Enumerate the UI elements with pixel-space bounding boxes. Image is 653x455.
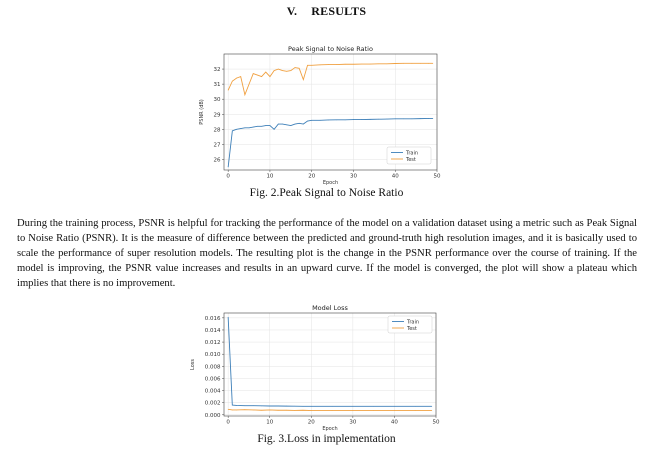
chart0-xtick-label-0: 0 xyxy=(226,173,230,180)
chart1-point-train-1 xyxy=(232,405,233,406)
chart0-point-train-6 xyxy=(253,127,254,128)
chart0-xtick-label-2: 20 xyxy=(308,173,316,180)
chart1-point-test-3 xyxy=(244,409,245,410)
chart0-point-test-3 xyxy=(240,76,241,77)
chart0-point-test-20 xyxy=(311,65,312,66)
chart0-ytick-label-3: 29 xyxy=(213,112,221,119)
chart1-point-test-16 xyxy=(415,410,416,411)
section-heading xyxy=(0,4,653,19)
chart0-point-train-5 xyxy=(249,127,250,128)
chart0-point-train-22 xyxy=(328,120,329,121)
chart0-ytick-label-5: 31 xyxy=(213,82,221,89)
chart0-point-train-13 xyxy=(282,124,283,125)
chart1-point-train-14 xyxy=(373,406,374,407)
chart1-ytick-label-1: 0.002 xyxy=(204,400,221,407)
chart1-ytick-label-6: 0.012 xyxy=(204,340,221,347)
chart1-ytick-label-5: 0.010 xyxy=(204,352,221,359)
chart1-point-train-13 xyxy=(353,406,354,407)
chart1-point-train-11 xyxy=(311,406,312,407)
chart0-point-train-12 xyxy=(278,124,279,125)
chart1-point-train-5 xyxy=(261,405,262,406)
chart1-point-test-7 xyxy=(278,410,279,411)
chart0-point-train-3 xyxy=(240,128,241,129)
chart1-point-test-1 xyxy=(232,410,233,411)
chart0-point-test-17 xyxy=(299,68,300,69)
chart1-point-test-5 xyxy=(261,410,262,411)
chart0-point-test-6 xyxy=(253,73,254,74)
chart1-point-test-17 xyxy=(431,410,432,411)
chart0-point-train-14 xyxy=(286,124,287,125)
figure-2-caption: Fig. 2.Peak Signal to Noise Ratio xyxy=(249,187,404,199)
chart0-ytick-label-6: 32 xyxy=(213,67,221,74)
chart0-point-train-17 xyxy=(299,123,300,124)
chart0-point-test-28 xyxy=(378,63,379,64)
chart0-point-test-25 xyxy=(353,64,354,65)
chart1-point-train-12 xyxy=(332,406,333,407)
chart1-ylabel: Loss xyxy=(190,359,196,370)
section-title: RESULTS xyxy=(311,4,367,18)
chart0-point-test-8 xyxy=(261,76,262,77)
chart1-point-test-9 xyxy=(294,410,295,411)
chart0-point-test-16 xyxy=(295,67,296,68)
chart0-point-train-23 xyxy=(336,119,337,120)
chart0-point-test-34 xyxy=(428,63,429,64)
chart0-ytick-label-2: 28 xyxy=(213,127,221,134)
chart1-point-test-4 xyxy=(253,410,254,411)
chart1-point-train-10 xyxy=(303,406,304,407)
chart0-point-train-32 xyxy=(412,118,413,119)
chart0-point-test-11 xyxy=(274,70,275,71)
loss-chart xyxy=(186,303,452,431)
chart1-ytick-label-4: 0.008 xyxy=(204,364,221,371)
chart0-point-train-26 xyxy=(361,119,362,120)
chart0-point-train-35 xyxy=(432,118,433,119)
chart1-ytick-label-0: 0.000 xyxy=(204,412,221,419)
chart1-point-train-16 xyxy=(415,406,416,407)
chart0-point-train-30 xyxy=(395,118,396,119)
chart1-ytick-label-8: 0.016 xyxy=(204,315,221,322)
chart0-point-train-18 xyxy=(303,124,304,125)
chart0-point-train-21 xyxy=(320,120,321,121)
chart0-point-test-9 xyxy=(265,72,266,73)
chart1-point-train-15 xyxy=(394,406,395,407)
chart0-ylabel: PSNR (dB) xyxy=(199,99,205,125)
chart0-legend-label-train: Train xyxy=(406,150,418,157)
chart1-xtick-label-3: 30 xyxy=(349,419,357,426)
chart1-point-test-12 xyxy=(332,410,333,411)
chart0-point-test-26 xyxy=(361,64,362,65)
chart0-point-train-33 xyxy=(420,118,421,119)
chart1-point-train-0 xyxy=(228,317,229,318)
chart0-point-test-4 xyxy=(245,94,246,95)
chart1-point-train-2 xyxy=(236,405,237,406)
chart0-point-test-19 xyxy=(307,65,308,66)
chart0-point-train-16 xyxy=(295,124,296,125)
chart0-title: Peak Signal to Noise Ratio xyxy=(288,45,373,53)
chart0-point-test-0 xyxy=(228,90,229,91)
chart1-ytick-label-2: 0.004 xyxy=(204,388,221,395)
chart1-legend-label-train: Train xyxy=(407,319,419,326)
chart0-point-train-24 xyxy=(345,119,346,120)
chart0-point-train-29 xyxy=(387,119,388,120)
chart0-point-test-2 xyxy=(236,78,237,79)
chart0-point-test-1 xyxy=(232,81,233,82)
chart1-point-test-15 xyxy=(394,410,395,411)
chart0-point-train-7 xyxy=(257,126,258,127)
chart1-point-test-13 xyxy=(353,410,354,411)
chart1-xlabel: Epoch xyxy=(322,426,338,432)
chart0-point-train-34 xyxy=(428,118,429,119)
chart1-xtick-label-2: 20 xyxy=(307,419,315,426)
chart0-point-test-24 xyxy=(345,64,346,65)
chart0-point-train-0 xyxy=(228,167,229,168)
chart0-point-test-7 xyxy=(257,75,258,76)
chart0-point-train-8 xyxy=(261,126,262,127)
chart1-xtick-label-0: 0 xyxy=(226,419,230,426)
chart1-point-train-7 xyxy=(278,406,279,407)
chart1-series-test-line xyxy=(228,409,432,410)
psnr-chart xyxy=(192,42,452,184)
chart0-point-train-10 xyxy=(270,125,271,126)
chart1-point-train-6 xyxy=(269,406,270,407)
chart0-point-test-14 xyxy=(286,71,287,72)
chart1-point-train-3 xyxy=(244,405,245,406)
chart0-point-train-4 xyxy=(245,127,246,128)
chart0-point-train-11 xyxy=(274,129,275,130)
chart0-point-test-10 xyxy=(270,76,271,77)
chart0-point-test-35 xyxy=(432,63,433,64)
chart1-point-train-4 xyxy=(253,405,254,406)
chart1-point-test-8 xyxy=(286,410,287,411)
chart0-point-test-32 xyxy=(412,63,413,64)
chart0-point-test-29 xyxy=(387,63,388,64)
chart0-ytick-label-4: 30 xyxy=(213,97,221,104)
chart1-point-test-14 xyxy=(373,410,374,411)
chart1-point-test-2 xyxy=(236,410,237,411)
chart1-xtick-label-4: 40 xyxy=(390,419,398,426)
chart1-xtick-label-5: 50 xyxy=(432,419,440,426)
chart1-legend-label-test: Test xyxy=(407,325,417,332)
chart0-point-train-2 xyxy=(236,129,237,130)
chart0-point-train-9 xyxy=(265,125,266,126)
chart0-point-test-18 xyxy=(303,79,304,80)
chart0-point-train-31 xyxy=(403,118,404,119)
chart0-series-test-line xyxy=(228,63,433,94)
chart0-point-train-27 xyxy=(370,119,371,120)
chart1-point-train-8 xyxy=(286,406,287,407)
chart0-point-test-12 xyxy=(278,69,279,70)
chart0-point-test-23 xyxy=(336,64,337,65)
chart0-xtick-label-1: 10 xyxy=(266,173,274,180)
chart0-legend-label-test: Test xyxy=(406,156,416,163)
chart0-point-test-31 xyxy=(403,63,404,64)
chart1-title: Model Loss xyxy=(312,304,348,312)
chart1-point-train-9 xyxy=(294,406,295,407)
chart1-xtick-label-1: 10 xyxy=(266,419,274,426)
chart0-point-test-5 xyxy=(249,84,250,85)
chart0-ytick-label-1: 27 xyxy=(213,142,221,149)
chart0-point-test-13 xyxy=(282,70,283,71)
chart0-point-train-28 xyxy=(378,119,379,120)
section-number: V. xyxy=(286,4,298,18)
figure-3-caption: Fig. 3.Loss in implementation xyxy=(257,433,396,445)
chart1-point-test-10 xyxy=(303,410,304,411)
chart0-point-test-21 xyxy=(320,64,321,65)
chart1-point-test-6 xyxy=(269,410,270,411)
chart1-point-test-11 xyxy=(311,410,312,411)
chart1-ytick-label-3: 0.006 xyxy=(204,376,221,383)
chart0-xtick-label-3: 30 xyxy=(349,173,357,180)
body-paragraph: During the training process, PSNR is helpful for tracking the performance of the model on a validation dataset using a metric such as Peak Signal to Noise Ratio (PSNR). It is the measure of difference between the predicted and ground-truth high resolution images, and it is basically used to scale the performance of super resolution models. The resulting plot is the change in the PSNR performance over the course of training. If the model is improving, the PSNR value increases and results in an upward curve. If the model is converged, the plot will show a plateau which implies that there is no improvement. xyxy=(17,218,637,289)
chart0-point-train-15 xyxy=(290,125,291,126)
chart1-point-train-17 xyxy=(431,406,432,407)
chart0-point-train-1 xyxy=(232,130,233,131)
chart0-point-test-15 xyxy=(290,70,291,71)
chart0-point-test-33 xyxy=(420,63,421,64)
chart0-xtick-label-4: 40 xyxy=(391,173,399,180)
chart0-point-test-27 xyxy=(370,64,371,65)
chart0-point-test-30 xyxy=(395,63,396,64)
chart0-xlabel: Epoch xyxy=(322,180,339,186)
chart1-ytick-label-7: 0.014 xyxy=(204,327,221,334)
chart0-point-train-19 xyxy=(307,121,308,122)
chart0-ytick-label-0: 26 xyxy=(213,157,221,164)
chart0-point-train-20 xyxy=(311,120,312,121)
chart0-point-test-22 xyxy=(328,64,329,65)
chart1-point-test-0 xyxy=(228,409,229,410)
chart0-point-train-25 xyxy=(353,119,354,120)
chart0-xtick-label-5: 50 xyxy=(433,173,441,180)
